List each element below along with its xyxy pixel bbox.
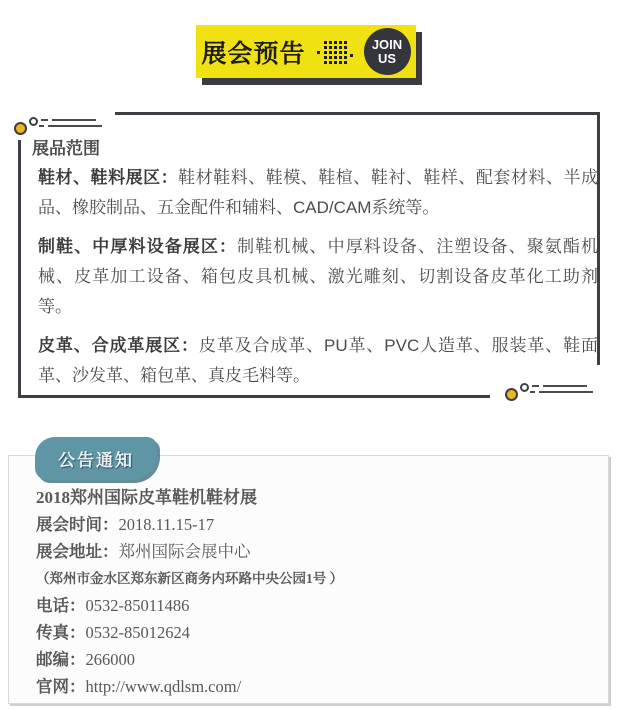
row-label: 官网： [36,677,86,696]
section-text: 鞋材鞋料、鞋模、鞋楦、鞋衬、鞋样、配套材料、半成品、橡胶制品、五金配件和辅料、CAD/CAM系统等。 [38,168,599,217]
dash-decoration [41,119,48,121]
section-label: 鞋材、鞋料展区： [38,168,179,187]
banner-plate [196,25,416,78]
row-value: 266000 [85,650,135,669]
dash-decoration [52,119,96,121]
notice-row-fax [36,619,596,646]
exhibits-heading: 展品范围 [32,139,100,158]
frame-top-line [115,112,600,115]
frame-left-line [18,140,21,398]
exhibit-section-shoe-materials [38,163,598,223]
row-label: 传真： [36,623,86,642]
gold-circle-icon [14,122,27,135]
row-value: 郑州国际会展中心 [118,542,251,561]
join-us-line1: JOIN [371,36,403,52]
notice-row-zipcode [36,646,596,673]
notice-panel [8,455,609,704]
website-link[interactable]: http://www.qdlsm.com/ [85,677,242,696]
notice-badge [35,437,157,480]
notice-content [36,484,596,700]
row-value: 2018.11.15-17 [118,515,215,534]
dash-decoration [39,125,44,127]
row-label: 展会地址： [36,542,119,561]
banner [196,25,416,78]
notice-title: 2018郑州国际皮革鞋机鞋材展 [36,488,257,507]
dotted-arrow-icon [316,39,354,65]
exhibit-section-machinery [38,232,598,322]
dash-decoration [48,125,102,127]
section-text: 皮革及合成革、PU革、PVC人造革、服装革、鞋面革、沙发革、箱包革、真皮毛料等。 [38,336,598,385]
exhibit-section-leather [38,331,598,391]
ring-icon [29,117,38,126]
join-us-line2: US [377,50,397,66]
exhibits-body [38,163,598,400]
notice-row-website [36,673,596,700]
section-label: 制鞋、中厚料设备展区： [38,237,238,256]
notice-badge-label: 公告通知 [58,451,134,470]
row-value: 0532-85012624 [85,623,190,642]
notice-row-phone [36,592,596,619]
row-label: 邮编： [36,650,86,669]
notice-row-address [36,565,596,592]
row-value: 0532-85011486 [85,596,190,615]
section-text: 制鞋机械、中厚料设备、注塑设备、聚氨酯机械、皮革加工设备、箱包皮具机械、激光雕刻、切割设备皮革化工助剂等。 [38,237,599,316]
row-label: 电话： [36,596,86,615]
notice-row-time [36,511,596,538]
banner-title: 展会预告 [201,39,306,68]
section-label: 皮革、合成革展区： [38,336,199,355]
row-value: （郑州市金水区郑东新区商务内环路中央公园1号 ） [36,571,344,586]
notice-row-venue [36,538,596,565]
join-us-button[interactable] [364,28,411,75]
row-label: 展会时间： [36,515,119,534]
